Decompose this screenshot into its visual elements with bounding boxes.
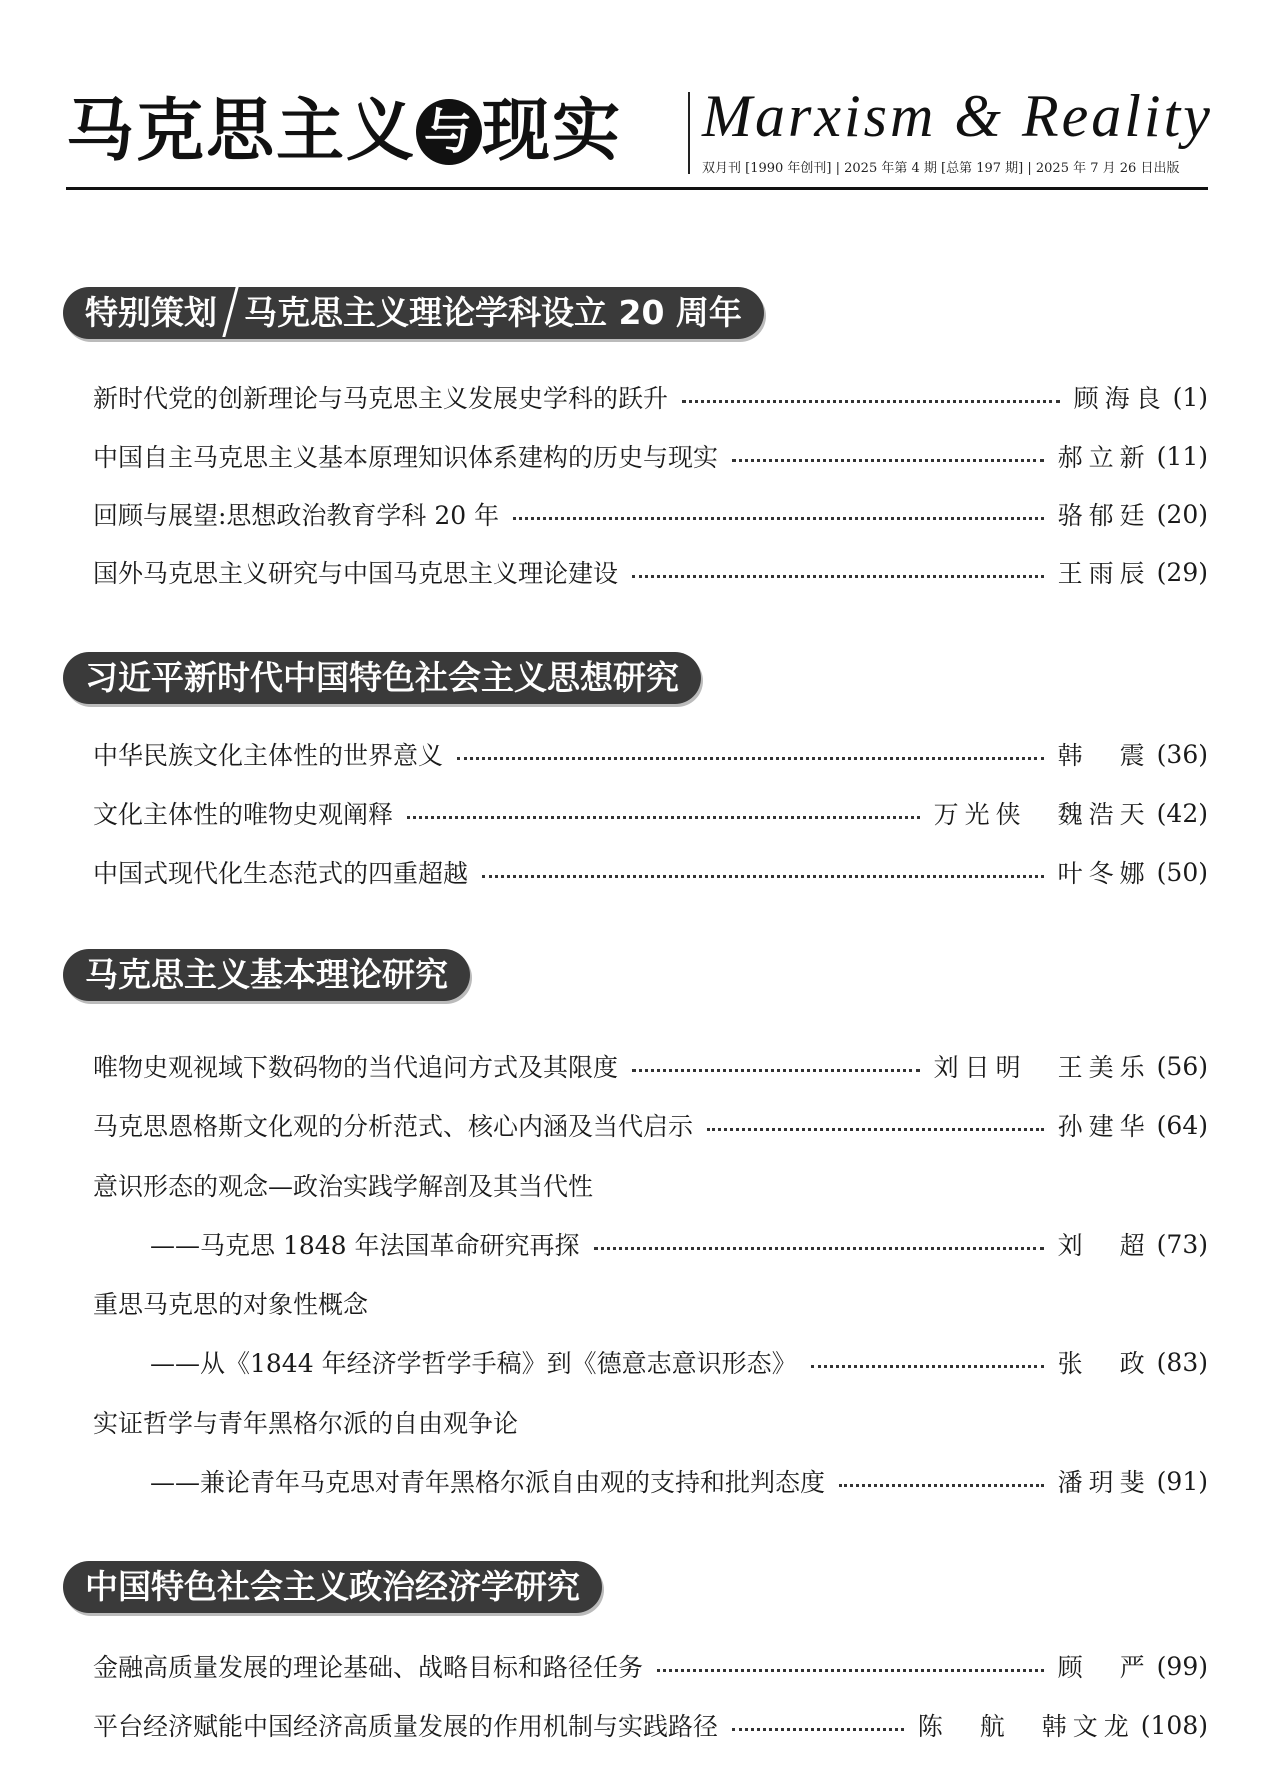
article-subtitle[interactable]: ——兼论青年马克思对青年黑格尔派自由观的支持和批判态度	[150, 1468, 826, 1497]
dot-leader	[457, 757, 1044, 760]
dot-leader	[732, 1728, 904, 1731]
section-label: 习近平新时代中国特色社会主义思想研究	[85, 658, 679, 697]
article-author: 潘玥斐	[1057, 1468, 1151, 1497]
article-title[interactable]: 国外马克思主义研究与中国马克思主义理论建设	[93, 559, 619, 588]
article-title[interactable]: 文化主体性的唯物史观阐释	[93, 800, 394, 829]
dot-leader	[407, 816, 920, 819]
article-title[interactable]: 意识形态的观念—政治实践学解剖及其当代性	[93, 1172, 594, 1201]
article-entry[interactable]	[93, 497, 1208, 531]
page-number: (73)	[1156, 1229, 1208, 1259]
page-number: (11)	[1156, 441, 1208, 471]
article-entry[interactable]	[93, 1049, 1208, 1083]
section-label: 马克思主义基本理论研究	[85, 955, 448, 994]
dot-leader	[594, 1247, 1044, 1250]
article-entry[interactable]	[93, 796, 1208, 830]
article-entry[interactable]	[93, 737, 1208, 771]
page-number: (36)	[1156, 739, 1208, 769]
dot-leader	[811, 1365, 1044, 1368]
section-label: 特别策划	[85, 293, 217, 332]
article-entry-subtitle[interactable]	[150, 1345, 1208, 1379]
article-title[interactable]: 重思马克思的对象性概念	[93, 1290, 369, 1319]
masthead-chinese-title	[66, 92, 622, 172]
masthead-issue-info: 双月刊 [1990 年创刊] | 2025 年第 4 期 [总第 197 期] | 2025 年 7 月 26 日出版	[702, 161, 1180, 176]
article-author: 韩 震	[1057, 741, 1151, 770]
article-subtitle[interactable]: ——从《1844 年经济学哲学手稿》到《德意志意识形态》	[150, 1349, 797, 1378]
dot-leader	[632, 1069, 920, 1072]
article-entry[interactable]	[93, 1286, 1208, 1320]
article-author: 孙建华	[1057, 1112, 1151, 1141]
article-title[interactable]: 中华民族文化主体性的世界意义	[93, 741, 444, 770]
article-author: 万光侠 魏浩天	[933, 800, 1151, 829]
page-number: (1)	[1172, 382, 1208, 412]
section-label: 中国特色社会主义政治经济学研究	[85, 1567, 580, 1606]
article-author: 陈 航 韩文龙	[917, 1712, 1135, 1741]
article-entry[interactable]	[93, 555, 1208, 589]
article-author: 刘日明 王美乐	[933, 1053, 1151, 1082]
article-author: 顾海良	[1073, 384, 1167, 413]
dot-leader	[513, 517, 1044, 520]
page-number: (20)	[1156, 499, 1208, 529]
header-rule	[66, 187, 1208, 190]
page-number: (83)	[1156, 1347, 1208, 1377]
section-header	[63, 652, 701, 704]
dot-leader	[732, 459, 1044, 462]
article-author: 顾 严	[1057, 1653, 1151, 1682]
masthead-english-title: Marxism & Reality	[702, 83, 1213, 149]
article-title[interactable]: 中国式现代化生态范式的四重超越	[93, 859, 469, 888]
page-number: (42)	[1156, 798, 1208, 828]
article-author: 郝立新	[1057, 443, 1151, 472]
article-title[interactable]: 新时代党的创新理论与马克思主义发展史学科的跃升	[93, 384, 669, 413]
title-part1: 马克思主义	[66, 92, 417, 171]
dot-leader	[657, 1669, 1044, 1672]
article-title[interactable]: 实证哲学与青年黑格尔派的自由观争论	[93, 1409, 519, 1438]
article-title[interactable]: 金融高质量发展的理论基础、战略目标和路径任务	[93, 1653, 644, 1682]
section-label-2: 马克思主义理论学科设立 20 周年	[244, 293, 742, 332]
article-author: 刘 超	[1057, 1231, 1151, 1260]
article-author: 骆郁廷	[1057, 501, 1151, 530]
article-entry[interactable]	[93, 1168, 1208, 1202]
article-title[interactable]: 马克思恩格斯文化观的分析范式、核心内涵及当代启示	[93, 1112, 694, 1141]
article-title[interactable]: 回顾与展望:思想政治教育学科 20 年	[93, 501, 500, 530]
article-title[interactable]: 中国自主马克思主义基本原理知识体系建构的历史与现实	[93, 443, 719, 472]
article-entry[interactable]	[93, 1649, 1208, 1683]
article-author: 王雨辰	[1057, 559, 1151, 588]
article-entry[interactable]	[93, 1405, 1208, 1439]
article-entry[interactable]	[93, 855, 1208, 889]
dot-leader	[707, 1128, 1044, 1131]
article-entry[interactable]	[93, 1108, 1208, 1142]
article-title[interactable]: 唯物史观视域下数码物的当代追问方式及其限度	[93, 1053, 619, 1082]
title-part2: 现实	[482, 92, 623, 171]
article-entry-subtitle[interactable]	[150, 1464, 1208, 1498]
dot-leader	[682, 400, 1060, 403]
page-number: (91)	[1156, 1466, 1208, 1496]
article-entry[interactable]	[93, 439, 1208, 473]
article-entry[interactable]	[93, 1708, 1208, 1742]
section-header	[63, 949, 470, 1001]
divider	[688, 92, 690, 174]
dot-leader	[482, 875, 1044, 878]
yu-logo-circle: 与	[416, 99, 482, 165]
dot-leader	[839, 1484, 1044, 1487]
page-number: (29)	[1156, 557, 1208, 587]
section-header	[63, 287, 764, 339]
section-separator	[222, 287, 238, 337]
article-title[interactable]: 平台经济赋能中国经济高质量发展的作用机制与实践路径	[93, 1712, 719, 1741]
page-number: (56)	[1156, 1051, 1208, 1081]
dot-leader	[632, 575, 1044, 578]
page-number: (108)	[1140, 1710, 1208, 1740]
article-author: 张 政	[1057, 1349, 1151, 1378]
article-entry[interactable]	[93, 380, 1208, 414]
article-entry-subtitle[interactable]	[150, 1227, 1208, 1261]
page-number: (50)	[1156, 857, 1208, 887]
page-number: (64)	[1156, 1110, 1208, 1140]
page-number: (99)	[1156, 1651, 1208, 1681]
article-author: 叶冬娜	[1057, 859, 1151, 888]
section-header	[63, 1561, 602, 1613]
article-subtitle[interactable]: ——马克思 1848 年法国革命研究再探	[150, 1231, 580, 1260]
